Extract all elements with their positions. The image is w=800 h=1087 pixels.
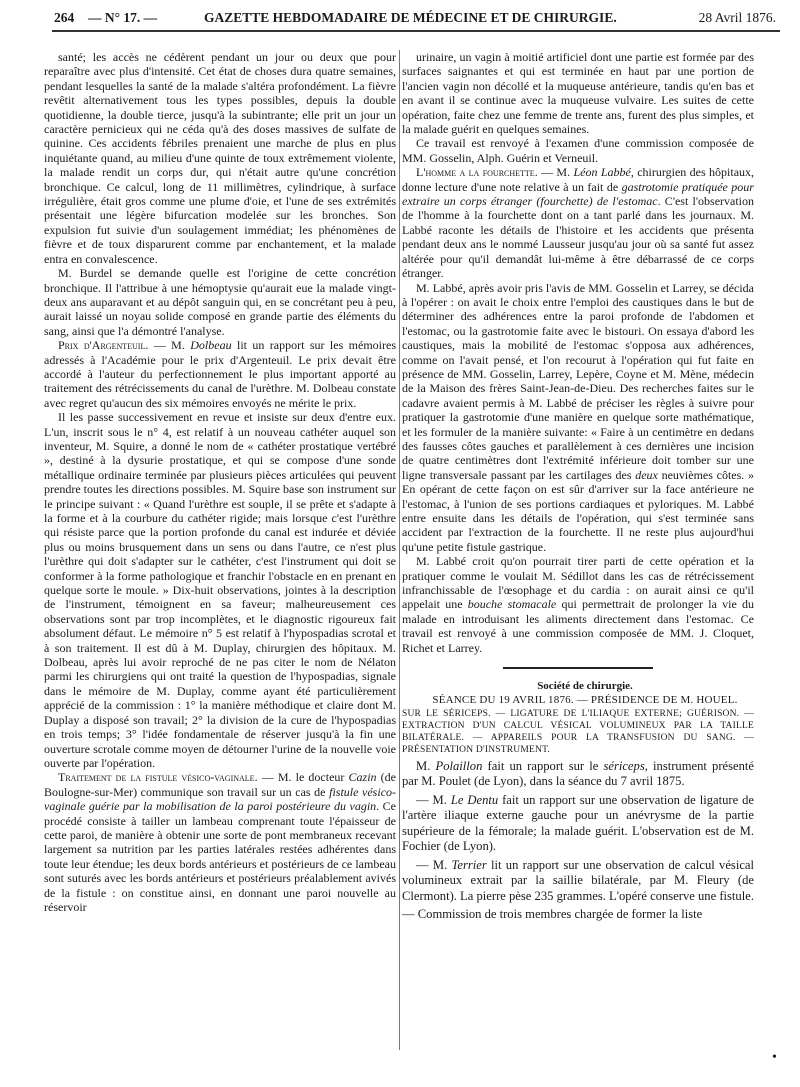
seance-line: SÉANCE DU 19 AVRIL 1876. — PRÉSIDENCE DE M. HOUEL.	[432, 694, 738, 707]
issue-number: — N° 17. —	[88, 10, 158, 25]
author-labbe: Léon Labbé	[573, 165, 631, 180]
page-end-mark: •	[772, 1050, 777, 1065]
society-title: Société de chirurgie.	[537, 680, 633, 693]
paragraph-commission-liste: — Commission de trois membres chargée de former la liste	[402, 907, 703, 922]
issue-date: 28 Avril 1876.	[698, 10, 776, 25]
right-column	[402, 50, 754, 1050]
author-terrier: Terrier	[451, 857, 487, 872]
author-cazin: Cazin	[348, 770, 377, 785]
paragraph-bouche-stomacale: M. Labbé croit qu'on pourrait tirer parti de cette opération et la pratiquer comme le voulait M. Sédillot dans les cas de rétrécissement infranchissable de l'œsophage et du cardia : on aurait ainsi ce qu'il appelait une bouche stomacale qui permettrait de prolonger la vie du malade en introduisant les aliments directement dans l'estomac. Ce travail est renvoyé à une commission composée de MM. J. Cloquet, Richet et Larrey.	[402, 554, 754, 655]
paragraph-polaillon: M. Polaillon fait un rapport sur le sériceps, instrument présenté par M. Poulet (de Lyon), dans la séance du 7 avril 1875.	[402, 758, 754, 789]
author-dolbeau: Dolbeau	[190, 338, 232, 353]
paragraph-burdel-case: santé; les accès ne cédèrent pendant un jour ou deux que pour reparaître avec plus d'intensité. Cet état de choses dura quatre semaines, pendant lesquelles la santé de la malade s'altéra profondément. La fièvre revêtit alternativement tous les types possibles, depuis la double quotidienne, la double tierce, jusqu'à la subintrante; elle prit un jour un caractère pernicieux qui ne céda qu'à des doses massives de sulfate de quinine. Ces accidents fébriles prenaient une marche de plus en plus inquiétante quand, au milieu d'une quinte de toux extrêmement violente, la malade rendit un corps dur, qui n'était autre qu'une concrétion bronchique. Ce calcul, long de 11 millimètres, cylindrique, à surface irrégulière, était gros comme une plume d'oie, et l'une de ses extrémités présentait une légère bifurcation modelée sur les bronches. Son expulsion fut suivie d'un soulagement immédiat; les phénomènes de fièvre et de toux disparurent comme par enchantement, et la malade entra en convalescence.	[44, 50, 396, 266]
column-divider	[399, 50, 400, 1050]
paragraph-operation: M. Labbé, après avoir pris l'avis de MM. Gosselin et Larrey, se décida à l'opérer : on avait le choix entre l'emploi des caustiques dans le but de déterminer des adhérences entre la paroi profonde de l'abdomen et l'estomac, ou la gastrotomie faite avec le bistouri. On essaya d'abord les caustiques, mais la mobilité de l'estomac s'opposa aux adhérences, comme on l'avait pensé, et l'on recourut à l'opération qui fut faite en présence de MM. Gosselin, Larrey, Lepère, Coyne et M. Mène, médecin de la Maison des frères Saint-Jean-de-Dieu. Des recherches faites sur le cadavre avaient permis à M. Labbé de préciser les règles à suivre pour pratiquer la gastrotomie d'une manière en quelque sorte mathématique, et les formuler de la manière suivante: « Faire à un centimètre en dedans des fausses côtes gauches et parallèlement à ces dernières une incision de quatre centimètres dont l'extrémité inférieure doit tomber sur une ligne transversale passant par les cartilages des deux neuvièmes côtes. » En opérant de cette façon on est sûr d'arriver sur la face antérieure ne l'estomac, à l'union de ses portions cardiaques et pyloriques. M. Labbé entre ensuite dans les détails de l'opération, qui s'est terminée sans accident par l'extraction de la fourchette. Il ne reste plus aujourd'hui qu'une petite fistule gastrique.	[402, 280, 754, 554]
section-heading-prix: Prix d'Argenteuil.	[58, 338, 149, 353]
session-summary: SUR LE SÉRICEPS. — LIGATURE DE L'ILIAQUE EXTERNE; GUÉRISON. — EXTRACTION D'UN CALCUL VÉSICAL VOLUMINEUX PAR LA TAILLE BILATÉRALE. — APPAREILS POUR LA TRANSFUSION DU SANG. — PRÉSENTATION D'INSTRUMENT.	[402, 708, 754, 755]
section-separator-rule	[503, 667, 653, 669]
paragraph-fistule: Traitement de la fistule vésico-vaginale. — M. le docteur Cazin (de Boulogne-sur-Mer) communique son travail sur un cas de fistule vésico-vaginale guérie par la mobilisation de la paroi postérieure du vagin. Ce procédé consiste à tailler un lambeau comprenant toute l'épaisseur de cette paroi, de manière à obtenir une sorte de pont membraneux recevant largement sa nutrition par les parties latérales restées adhérentes dans toute leur étendue; les deux bords antérieurs et postérieurs de ce lambeau sont suturés avec les bords antérieurs et postérieurs préalablement avivés de la fistule : on constitue ainsi, en donnant une paroi nouvelle au réservoir	[44, 770, 396, 914]
author-polaillon: Polaillon	[435, 758, 483, 773]
paragraph-le-dentu: — M. Le Dentu fait un rapport sur une observation de ligature de l'artère iliaque externe gauche pour un anévrysme de la partie supérieure de la fémorale; la malade guérit. L'observation est de M. Fochier (de Lyon).	[402, 792, 754, 854]
paragraph-commission-cazin: Ce travail est renvoyé à l'examen d'une commission composée de MM. Gosselin, Alph. Guérin et Verneuil.	[402, 136, 754, 165]
paragraph-burdel-origin: M. Burdel se demande quelle est l'origine de cette concrétion bronchique. Il l'attribue à une hémoptysie qu'aurait eue la malade vingt-deux ans auparavant et au dépôt sanguin qui, en se concrétant peu à peu, aurait laissé un noyau solide composé en grande partie des éléments du sang, ainsi que l'a démontré l'analyse.	[44, 266, 396, 338]
author-le-dentu: Le Dentu	[450, 792, 499, 807]
left-column	[44, 50, 396, 1070]
journal-title: GAZETTE HEBDOMADAIRE DE MÉDECINE ET DE CHIRURGIE.	[204, 10, 617, 25]
page-number: 264	[54, 10, 75, 25]
paragraph-terrier: — M. Terrier lit un rapport sur une observation de calcul vésical volumineux extrait par la saillie bilatérale, par M. Fleury (de Clermont). La pierre pèse 235 grammes. L'opéré conserve une fistule.	[402, 857, 754, 903]
paragraph-fistule-cont: urinaire, un vagin à moitié artificiel dont une partie est formée par des surfaces saignantes et qui est terminée en haut par une portion de l'ancien vagin non décollé et la muqueuse antérieure, tandis qu'en bas et en avant il se continue avec la muqueuse vulvaire. Les suites de cette opération, faite chez une femme de trente ans, furent des plus simples, et la malade guérit en quelques semaines.	[402, 50, 754, 137]
paragraph-memoires-review: Il les passe successivement en revue et insiste sur deux d'entre eux. L'un, inscrit sous le n° 4, est relatif à un nouveau cathéter auquel son inventeur, M. Squire, a donné le nom de « cathéter prostatique vertébré », destiné à la dysurie prostatique, et qui se compose d'une sonde métallique ordinaire terminée par plusieurs pièces articulées qui peuvent prendre toutes les directions possibles. M. Squire base son instrument sur le principe suivant : « Quand l'urèthre est souple, il se prête et s'adapte à la forme et à la courbure du cathéter rigide; mais lorsque c'est l'urèthre qui résiste parce que la portion profonde du canal est indurée et déviée plus ou moins brusquement dans un sens ou dans l'autre, ce n'est plus l'urèthre qui doit s'adapter sur le cathéter, c'est l'instrument qui doit se conformer à la forme pathologique et franchir l'obstacle en en prenant en quelque sorte le moule. » Dix-huit observations, jointes à la description de l'instrument, témoignent en sa faveur; malheureusement ces observations sont par trop incomplètes, et le diagnostic rigoureux fait absolument défaut. Le mémoire n° 5 est relatif à l'hypospadias scrotal et à son traitement. Il est dû à M. Duplay, chirurgien des hôpitaux. M. Dolbeau, après lui avoir reproché de ne pas citer le nom de Nélaton parmi les chirurgiens qui ont traité la question de l'hypospadias, signale dans le mémoire de M. Duplay, comme ayant été particulièrement apprécié de la commission : 1° la manière méthodique et claire dont M. Duplay a disposé son travail; 2° la division de la cure de l'hypospadias en trois temps; 3° l'idée fondamentale de réserver jusqu'à la fin une ouverture scrotale comme moyen de détourner l'urine de la nouvelle voie ouverte par l'opération.	[44, 410, 396, 770]
paragraph-homme-fourchette: L'homme a la fourchette. — M. Léon Labbé, chirurgien des hôpitaux, donne lecture d'une note relative à un fait de gastrotomie pratiquée pour extraire un corps étranger (fourchette) de l'estomac. C'est l'observation de l'homme à la fourchette dont on a tant parlé dans les journaux. M. Labbé raconte les détails de l'histoire et les accidents que présenta pendant deux ans le nommé Lausseur jusqu'au jour où sa santé fut assez altérée pour qu'il demandât lui-même à être débarrassé de ce corps étranger.	[402, 165, 754, 281]
paragraph-prix-argenteuil: Prix d'Argenteuil. — M. Dolbeau lit un rapport sur les mémoires adressés à l'Académie pour le prix d'Argenteuil. Le prix devait être accordé à l'auteur du perfectionnement le plus important apporté au traitement des rétrécissements du canal de l'urèthre. M. Dolbeau constate avec regret qu'aucun des six mémoires envoyés ne mérite le prix.	[44, 338, 396, 410]
section-heading-fistule: Traitement de la fistule vésico-vaginale.	[58, 770, 258, 785]
running-header	[52, 6, 780, 32]
section-heading-fourchette: L'homme a la fourchette.	[416, 165, 538, 180]
